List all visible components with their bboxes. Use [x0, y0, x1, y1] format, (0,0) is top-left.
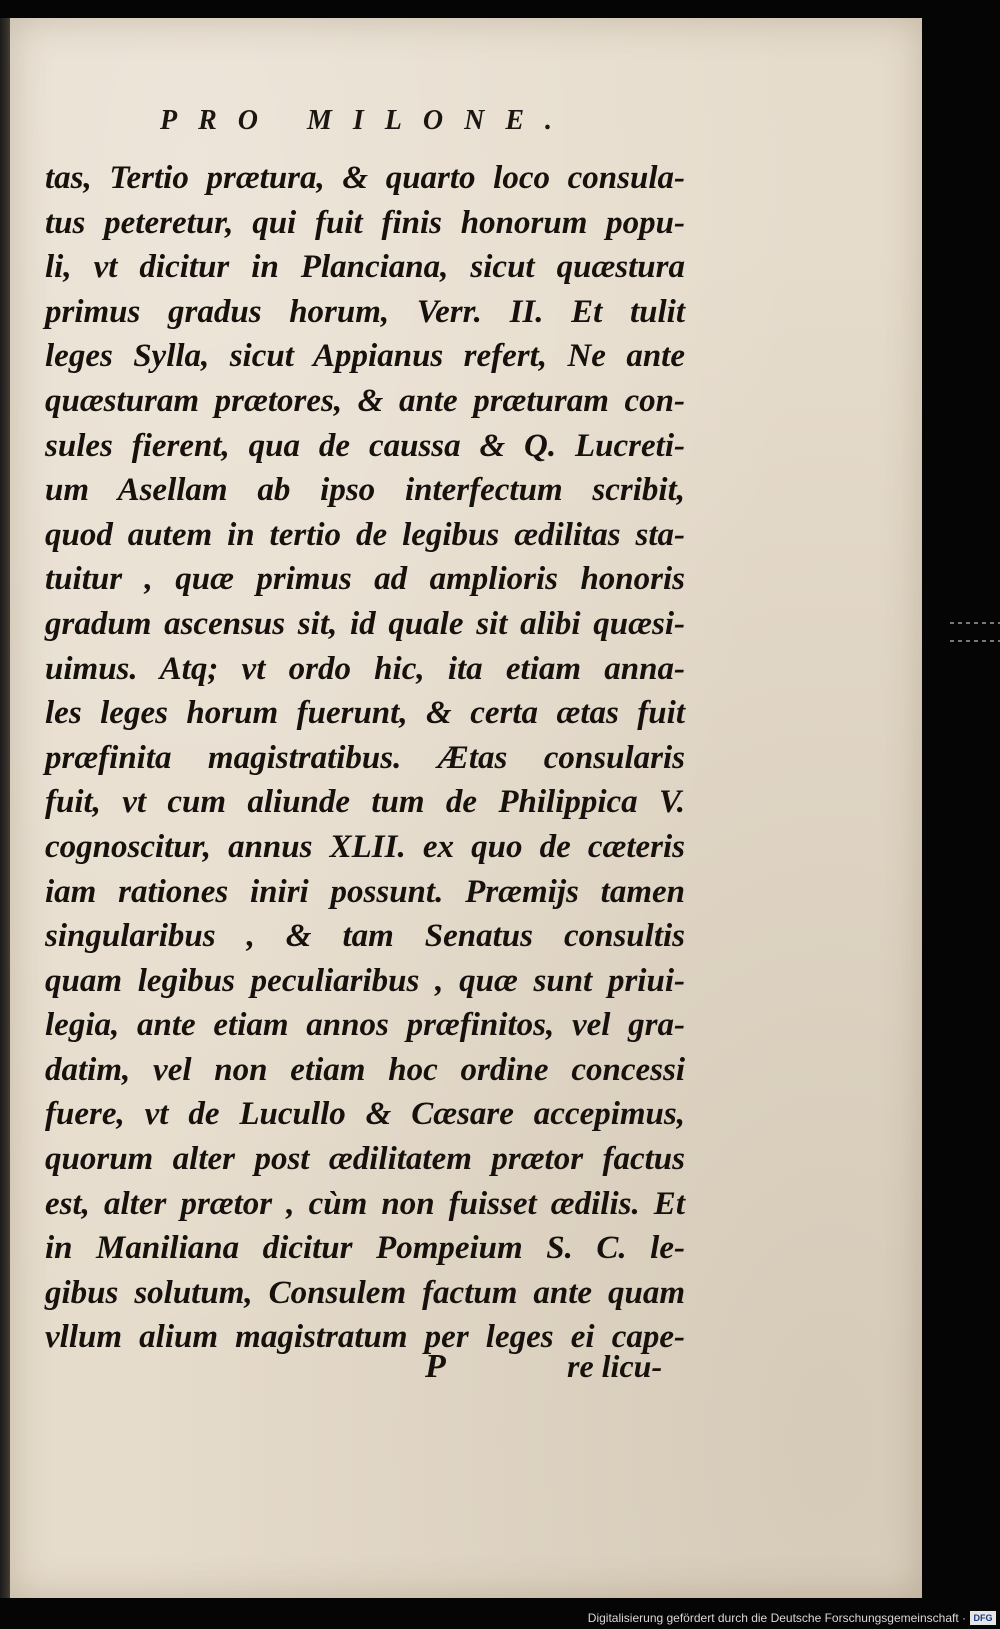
text-line: quæsturam prætores, & ante præturam con- — [45, 382, 685, 419]
text-line: um Asellam ab ipso interfectum scribit, — [45, 472, 685, 509]
ruler-tick-marks — [950, 640, 1000, 642]
text-line: singularibus , & tam Senatus consultis — [45, 918, 685, 955]
text-line: gradum ascensus sit, id quale sit alibi quæsi- — [45, 605, 685, 642]
text-line: fuere, vt de Lucullo & Cæsare accepimus, — [45, 1096, 685, 1133]
text-line: uimus. Atq; vt ordo hic, ita etiam anna- — [45, 650, 685, 687]
footer-credit: Digitalisierung gefördert durch die Deutsche Forschungsgemeinschaft · — [587, 1611, 966, 1625]
text-line: quod autem in tertio de legibus ædilitas sta- — [45, 516, 685, 553]
text-line: tas, Tertio prætura, & quarto loco consula- — [45, 160, 685, 196]
text-line: fuit, vt cum aliunde tum de Philippica V. — [45, 784, 685, 821]
text-line: leges Sylla, sicut Appianus refert, Ne ante — [45, 338, 685, 375]
text-line: les leges horum fuerunt, & certa ætas fuit — [45, 695, 685, 732]
signature-mark: P — [425, 1348, 446, 1385]
book-page — [10, 18, 922, 1598]
text-line: primus gradus horum, Verr. II. Et tulit — [45, 293, 685, 330]
body-text — [45, 156, 685, 1360]
text-line: li, vt dicitur in Planciana, sicut quæstura — [45, 249, 685, 286]
text-line: legia, ante etiam annos præfinitos, vel gra- — [45, 1007, 685, 1044]
text-line: est, alter prætor , cùm non fuisset ædilis. Et — [45, 1185, 685, 1222]
text-line: sules fierent, qua de caussa & Q. Lucreti- — [45, 427, 685, 464]
footer-bar — [0, 1608, 1000, 1629]
text-line: quam legibus peculiaribus , quæ sunt priui- — [45, 962, 685, 999]
text-line: datim, vel non etiam hoc ordine concessi — [45, 1051, 685, 1088]
dfg-logo: DFG — [970, 1611, 996, 1625]
text-line: cognoscitur, annus XLII. ex quo de cæteris — [45, 828, 685, 865]
text-line: tuitur , quæ primus ad amplioris honoris — [45, 561, 685, 598]
catchword: re licu- — [567, 1348, 663, 1384]
text-line: in Maniliana dicitur Pompeium S. C. le- — [45, 1230, 685, 1267]
text-line: vllum alium magistratum per leges ei cape- — [45, 1319, 685, 1356]
text-line: præfinita magistratibus. Ætas consularis — [45, 739, 685, 776]
text-line: gibus solutum, Consulem factum ante quam — [45, 1274, 685, 1311]
text-line: iam rationes iniri possunt. Præmijs tamen — [45, 873, 685, 910]
text-line: tus peteretur, qui fuit finis honorum popu- — [45, 204, 685, 241]
text-line: quorum alter post ædilitatem prætor factus — [45, 1141, 685, 1178]
running-head: PRO MILONE. — [160, 105, 574, 136]
ruler-tick-marks — [950, 622, 1000, 624]
